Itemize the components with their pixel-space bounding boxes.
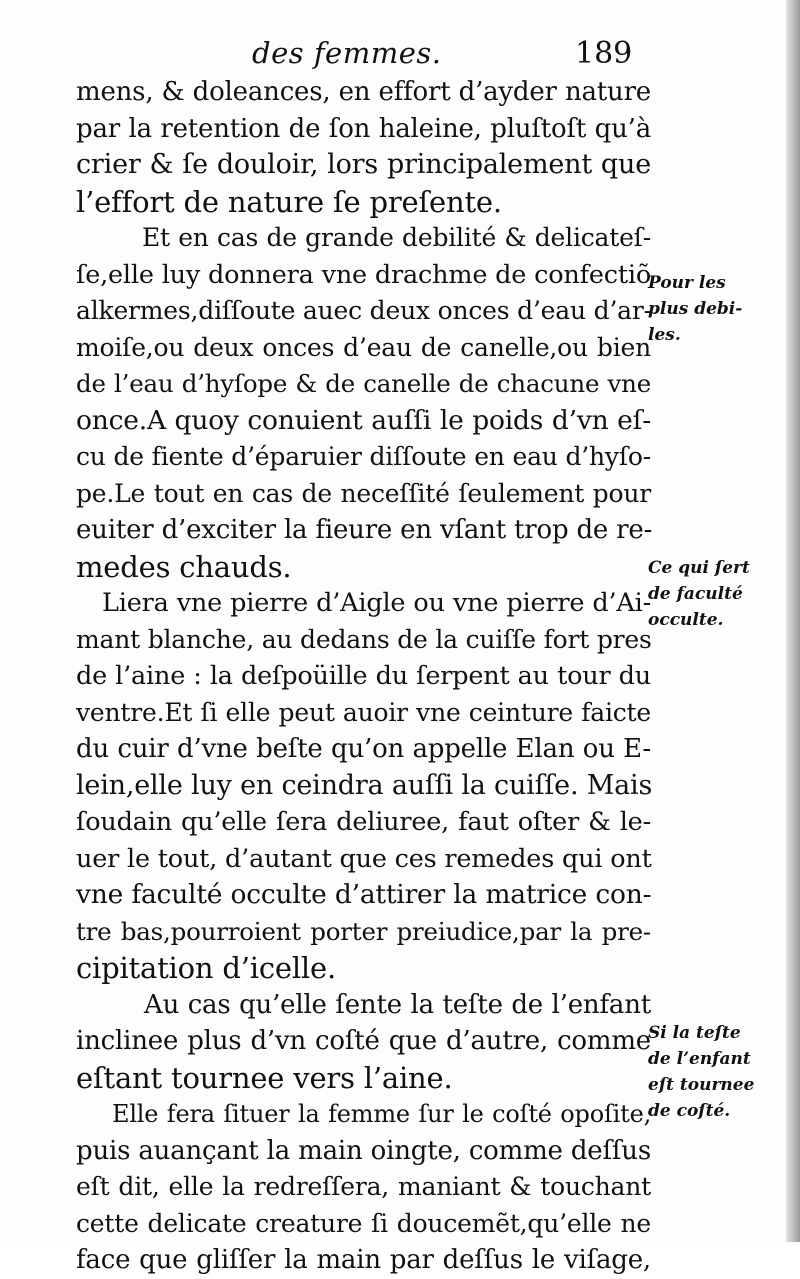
- paragraph-start-line: Et en cas de grande debilité & delicateſ-: [142, 223, 651, 252]
- paragraph-start-line: Au cas qu’elle ſente la teſte de l’enfant: [144, 989, 651, 1020]
- margin-note-line: occulte.: [648, 610, 724, 630]
- text-line: medes chauds.: [76, 549, 292, 584]
- text-line: crier & ſe douloir, lors principalement que: [76, 149, 651, 180]
- text-line: du cuir d’vne beſte qu’on appelle Elan ou E-: [76, 734, 651, 764]
- text-line: de l’aine : la deſpoüille du ſerpent au tour du: [76, 661, 651, 691]
- text-line: lein,elle luy en ceindra auſſi la cuiſſe. Mais: [76, 769, 653, 801]
- text-line: ſoudain qu’elle ſera deliuree, faut oſter & le-: [76, 807, 651, 837]
- margin-note-line: Si la teſte: [648, 1023, 741, 1043]
- page-header: [0, 36, 800, 76]
- text-line: moiſe,ou deux onces d’eau de canelle,ou bien: [76, 332, 651, 362]
- margin-note-line: de coſté.: [648, 1101, 731, 1121]
- text-line: once.A quoy conuient auſſi le poids d’vn eſ-: [76, 404, 651, 436]
- margin-note-line: Pour les: [648, 273, 726, 293]
- margin-note-occult: [648, 555, 780, 633]
- text-line: puis auançant la main oingte, comme deſſus: [76, 1135, 651, 1166]
- margin-note-line: Ce qui ſert: [648, 558, 750, 578]
- text-line: l’effort de nature ſe preſente.: [76, 184, 502, 219]
- text-line: ſe,elle luy donnera vne drachme de confectiõ: [76, 259, 651, 290]
- text-line: face que gliſſer la main par deſſus le viſage,: [76, 1245, 651, 1275]
- text-line: pe.Le tout en cas de neceſſité ſeulement pour: [76, 478, 651, 508]
- text-line: cette delicate creature ſi doucemẽt,qu’elle ne: [76, 1208, 651, 1238]
- running-head: des femmes.: [252, 36, 442, 70]
- page-edge-shadow: [786, 0, 800, 1242]
- text-line: inclinee plus d’vn coſté que d’autre, comme: [76, 1026, 651, 1056]
- text-line: eſt dit, elle la redreſſera, maniant & touchant: [76, 1172, 651, 1201]
- text-line: mant blanche, au dedans de la cuiſſe fort pres: [76, 624, 652, 654]
- text-line: euiter d’exciter la fieure en vſant trop de re-: [76, 515, 653, 545]
- margin-note-line: eſt tournee: [648, 1075, 755, 1095]
- text-line: vne faculté occulte d’attirer la matrice con-: [76, 879, 652, 910]
- margin-note-line: de faculté: [648, 584, 743, 604]
- text-line: par la retention de ſon haleine, pluſtoſt qu’à: [76, 113, 651, 144]
- text-line: eſtant tournee vers l’aine.: [76, 1060, 453, 1095]
- page-number: 189: [575, 36, 633, 71]
- text-line: tre bas,pourroient porter preiudice,par la pre-: [76, 916, 651, 946]
- text-line: ventre.Et ſi elle peut auoir vne ceinture faicte: [76, 697, 651, 727]
- text-line: alkermes,diſſoute auec deux onces d’eau d’ar-: [76, 296, 652, 325]
- paragraph-start-line: Liera vne pierre d’Aigle ou vne pierre d’Ai-: [102, 588, 651, 618]
- margin-note-line: plus debi-: [648, 299, 743, 319]
- text-line: cu de fiente d’éparuier diſſoute en eau d’hyſo-: [76, 442, 651, 471]
- text-line: cipitation d’icelle.: [76, 951, 336, 985]
- margin-note-weak: [648, 270, 780, 348]
- text-line: de l’eau d’hyſope & de canelle de chacune vne: [76, 369, 651, 398]
- paragraph-start-line: Elle fera ſituer la femme ſur le coſté opoſite,: [112, 1100, 651, 1128]
- body-text: [76, 74, 651, 1279]
- margin-note-line: de l’enfant: [648, 1049, 751, 1069]
- text-line: mens, & doleances, en effort d’ayder nature: [76, 77, 651, 107]
- margin-note-head-turned: [648, 1020, 780, 1124]
- text-line: uer le tout, d’autant que ces remedes qui ont: [76, 843, 652, 874]
- margin-note-line: les.: [648, 325, 681, 345]
